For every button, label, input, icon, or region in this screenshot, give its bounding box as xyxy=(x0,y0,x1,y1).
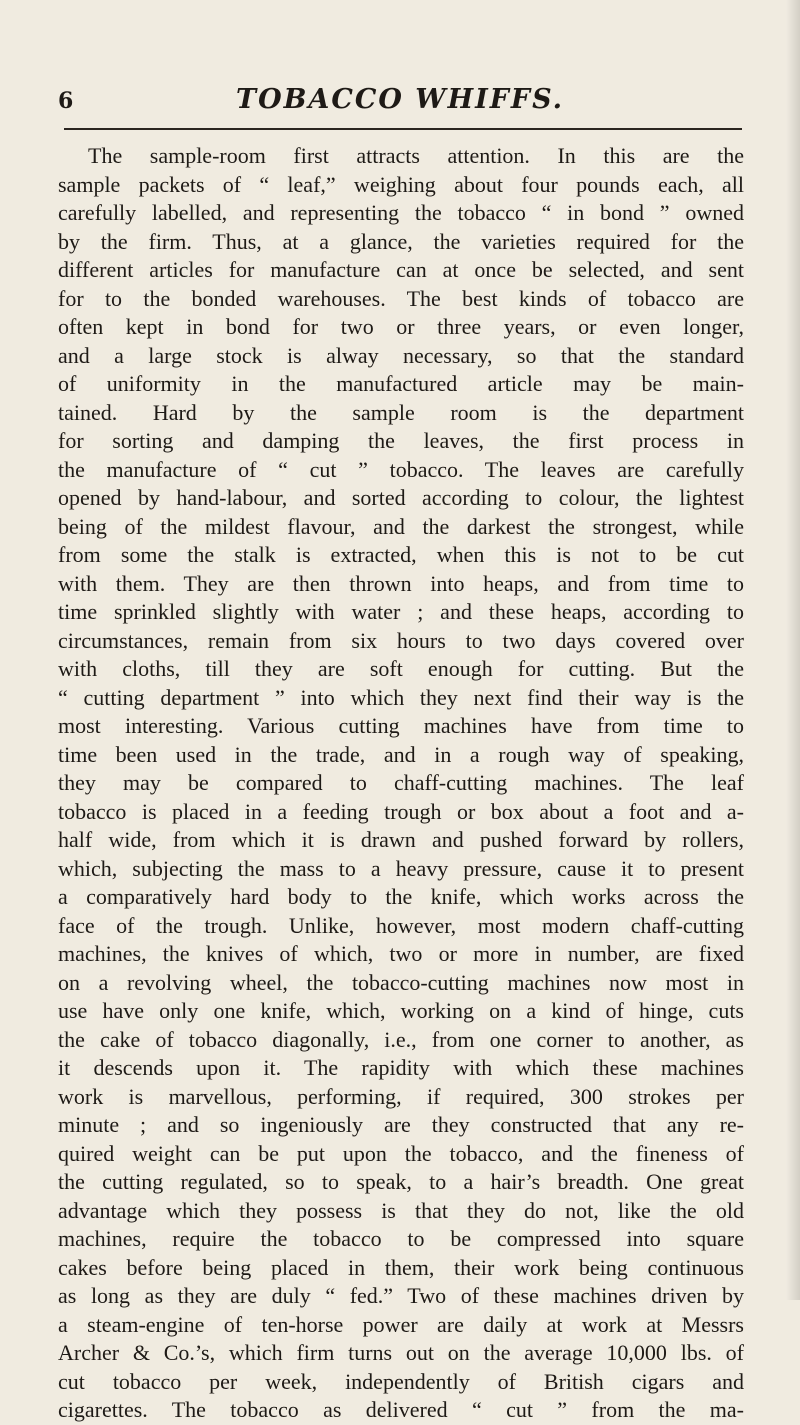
text-line: most interesting. Various cutting machines have from time to xyxy=(58,713,744,738)
text-line: Archer & Co.’s, which firm turns out on the average 10,000 lbs. of xyxy=(58,1340,744,1365)
text-line: carefully labelled, and representing the tobacco “ in bond ” owned xyxy=(58,200,744,225)
body-paragraph xyxy=(58,142,744,1425)
text-line: The sample-room first attracts attention. In this are the xyxy=(88,143,744,168)
text-line: often kept in bond for two or three years, or even longer, xyxy=(58,314,744,339)
text-line: tobacco is placed in a feeding trough or box about a foot and a- xyxy=(58,798,744,824)
text-line: advantage which they possess is that they do not, like the old xyxy=(58,1197,744,1223)
text-line: which, subjecting the mass to a heavy pressure, cause it to present xyxy=(58,855,744,881)
header-rule xyxy=(64,128,742,130)
text-line: with them. They are then thrown into heaps, and from time to xyxy=(58,570,744,596)
text-line: the cutting regulated, so to speak, to a hair’s breadth. One great xyxy=(58,1169,744,1194)
text-line: different articles for manufacture can at once be selected, and sent xyxy=(58,257,744,282)
running-title: TOBACCO WHIFFS. xyxy=(235,84,564,115)
text-line: a steam-engine of ten-horse power are daily at work at Messrs xyxy=(58,1311,744,1337)
text-line: being of the mildest flavour, and the darkest the strongest, while xyxy=(58,513,744,539)
text-line: machines, require the tobacco to be compressed into square xyxy=(58,1226,744,1251)
text-line: they may be compared to chaff-cutting machines. The leaf xyxy=(58,770,744,795)
text-line: “ cutting department ” into which they next find their way is the xyxy=(58,684,744,710)
text-line: as long as they are duly “ fed.” Two of these machines driven by xyxy=(58,1283,744,1308)
text-line: it descends upon it. The rapidity with which these machines xyxy=(58,1055,744,1080)
text-line: machines, the knives of which, two or more in number, are fixed xyxy=(58,941,744,966)
text-line: a comparatively hard body to the knife, which works across the xyxy=(58,884,744,909)
text-line: cut tobacco per week, independently of British cigars and xyxy=(58,1368,744,1394)
text-line: use have only one knife, which, working on a kind of hinge, cuts xyxy=(58,998,744,1023)
text-line: by the firm. Thus, at a glance, the varieties required for the xyxy=(58,228,744,254)
text-line: of uniformity in the manufactured article may be main- xyxy=(58,371,744,396)
text-line: face of the trough. Unlike, however, most modern chaff-cutting xyxy=(58,912,744,938)
text-line: tained. Hard by the sample room is the department xyxy=(58,399,744,425)
text-line: circumstances, remain from six hours to two days covered over xyxy=(58,627,744,653)
text-line: quired weight can be put upon the tobacco, and the fineness of xyxy=(58,1140,744,1166)
page-edge-shadow xyxy=(786,0,800,1300)
text-line: time sprinkled slightly with water ; and these heaps, according to xyxy=(58,599,744,624)
text-line: on a revolving wheel, the tobacco-cutting machines now most in xyxy=(58,969,744,995)
text-line: for to the bonded warehouses. The best kinds of tobacco are xyxy=(58,285,744,311)
text-line: opened by hand-labour, and sorted according to colour, the lightest xyxy=(58,485,744,510)
text-line: cakes before being placed in them, their work being continuous xyxy=(58,1254,744,1280)
text-line: minute ; and so ingeniously are they constructed that any re- xyxy=(58,1112,744,1137)
text-line: for sorting and damping the leaves, the first process in xyxy=(58,428,744,453)
text-line: sample packets of “ leaf,” weighing about four pounds each, all xyxy=(58,171,744,197)
text-line: half wide, from which it is drawn and pushed forward by rollers, xyxy=(58,827,744,852)
text-line: the cake of tobacco diagonally, i.e., from one corner to another, as xyxy=(58,1026,744,1052)
text-line: from some the stalk is extracted, when this is not to be cut xyxy=(58,542,744,567)
text-line: and a large stock is alway necessary, so that the standard xyxy=(58,342,744,368)
text-line: the manufacture of “ cut ” tobacco. The leaves are carefully xyxy=(58,456,744,482)
text-line: work is marvellous, performing, if required, 300 strokes per xyxy=(58,1083,744,1109)
page-number: 6 xyxy=(58,88,74,114)
text-line: with cloths, till they are soft enough for cutting. But the xyxy=(58,656,744,681)
text-line: cigarettes. The tobacco as delivered “ cut ” from the ma- xyxy=(58,1397,744,1422)
text-line: time been used in the trade, and in a rough way of speaking, xyxy=(58,741,744,767)
page-header xyxy=(58,80,742,120)
